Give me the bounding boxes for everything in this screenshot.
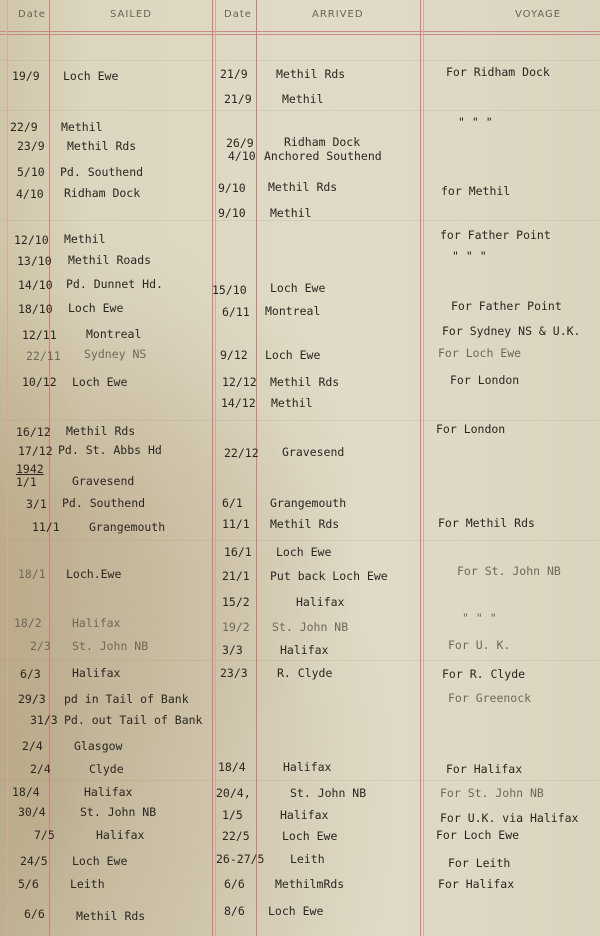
arrived-place: Put back Loch Ewe xyxy=(270,569,388,583)
sailed-place: Methil Rds xyxy=(66,424,136,438)
voyage-text: For Ridham Dock xyxy=(446,65,550,79)
sailed-date: 12/11 xyxy=(22,328,57,342)
column-rule xyxy=(420,0,421,936)
sailed-date: 14/10 xyxy=(18,278,53,292)
arrived-date: 21/9 xyxy=(220,67,248,81)
arrived-place: Halifax xyxy=(296,595,345,609)
column-rule xyxy=(423,0,424,936)
ruled-line xyxy=(0,60,600,61)
arrived-date: 21/9 xyxy=(224,92,252,106)
arrived-place: St. John NB xyxy=(290,786,367,800)
sailed-place: St. John NB xyxy=(80,805,157,819)
sailed-place: Ridham Dock xyxy=(64,186,141,200)
sailed-date: 18/4 xyxy=(12,785,40,799)
column-rule xyxy=(212,0,213,936)
voyage-text: For U.K. via Halifax xyxy=(440,811,579,825)
sailed-date: 13/10 xyxy=(17,254,52,268)
arrived-place: Halifax xyxy=(283,760,332,774)
sailed-date: 6/6 xyxy=(24,907,45,921)
voyage-text: For Leith xyxy=(448,856,511,870)
sailed-place: Loch.Ewe xyxy=(66,567,122,581)
ruled-line xyxy=(0,110,600,111)
voyage-text: For Sydney NS & U.K. xyxy=(442,324,581,338)
sailed-date: 22/11 xyxy=(26,349,61,363)
arrived-place: Ridham Dock xyxy=(284,135,361,149)
header-sailed: SAILED xyxy=(110,9,152,20)
sailed-date: 7/5 xyxy=(34,828,55,842)
arrived-place: Methil Rds xyxy=(270,517,340,531)
voyage-text: For Loch Ewe xyxy=(436,828,520,842)
voyage-text: For U. K. xyxy=(448,638,511,652)
ruled-line xyxy=(0,540,600,541)
voyage-text: " " " xyxy=(462,611,497,625)
sailed-place: Loch Ewe xyxy=(72,375,128,389)
sailed-date: 5/6 xyxy=(18,877,39,891)
arrived-date: 15/2 xyxy=(222,595,250,609)
sailed-date: 11/1 xyxy=(32,520,60,534)
arrived-place: Grangemouth xyxy=(270,496,347,510)
arrived-date: 26-27/5 xyxy=(216,852,265,866)
sailed-date: 19/9 xyxy=(12,69,40,83)
header-voyage: VOYAGE xyxy=(515,9,562,20)
table-header xyxy=(0,0,600,34)
ruled-line xyxy=(0,660,600,661)
sailed-date: 2/3 xyxy=(30,639,51,653)
sailed-place: Loch Ewe xyxy=(72,854,128,868)
arrived-date: 16/1 xyxy=(224,545,252,559)
voyage-text: For London xyxy=(450,373,520,387)
arrived-place: MethilmRds xyxy=(275,877,345,891)
arrived-date: 14/12 xyxy=(221,396,256,410)
column-rule xyxy=(256,0,257,936)
arrived-place: Methil xyxy=(271,396,313,410)
voyage-text: For Father Point xyxy=(451,299,562,313)
sailed-place: Loch Ewe xyxy=(63,69,119,83)
arrived-date: 3/3 xyxy=(222,643,243,657)
sailed-date: 31/3 xyxy=(30,713,58,727)
arrived-place: Methil Rds xyxy=(276,67,346,81)
sailed-place: Halifax xyxy=(96,828,145,842)
voyage-text: For St. John NB xyxy=(440,786,544,800)
sailed-place: Glasgow xyxy=(74,739,123,753)
arrived-date: 19/2 xyxy=(222,620,250,634)
header-rule xyxy=(0,31,600,32)
arrived-date: 9/12 xyxy=(220,348,248,362)
sailed-date: 18/2 xyxy=(14,616,42,630)
arrived-place: Gravesend xyxy=(282,445,345,459)
sailed-place: Loch Ewe xyxy=(68,301,124,315)
arrived-date: 4/10 xyxy=(228,149,256,163)
sailed-place: Gravesend xyxy=(72,474,135,488)
voyage-text: For Halifax xyxy=(446,762,523,776)
sailed-place: Pd. Southend xyxy=(62,496,146,510)
arrived-place: Anchored Southend xyxy=(264,149,382,163)
sailed-place: Methil Roads xyxy=(68,253,152,267)
voyage-text: For St. John NB xyxy=(457,564,561,578)
sailed-date: 18/1 xyxy=(18,567,46,581)
arrived-date: 20/4, xyxy=(216,786,251,800)
arrived-place: Loch Ewe xyxy=(270,281,326,295)
arrived-date: 9/10 xyxy=(218,181,246,195)
arrived-place: Methil xyxy=(270,206,312,220)
sailed-date: 18/10 xyxy=(18,302,53,316)
header-date-sailed: Date xyxy=(18,9,46,20)
voyage-text: For Greenock xyxy=(448,691,532,705)
sailed-date: 22/9 xyxy=(10,120,38,134)
arrived-date: 21/1 xyxy=(222,569,250,583)
arrived-date: 18/4 xyxy=(218,760,246,774)
arrived-date: 22/5 xyxy=(222,829,250,843)
sailed-date: 2/4 xyxy=(22,739,43,753)
sailed-place: Pd. Southend xyxy=(60,165,144,179)
arrived-place: Loch Ewe xyxy=(282,829,338,843)
voyage-text: For Loch Ewe xyxy=(438,346,522,360)
voyage-text: for Methil xyxy=(441,184,511,198)
sailed-place: Halifax xyxy=(72,666,121,680)
arrived-place: Halifax xyxy=(280,808,329,822)
arrived-place: Loch Ewe xyxy=(276,545,332,559)
voyage-text: " " " xyxy=(452,249,487,263)
arrived-date: 8/6 xyxy=(224,904,245,918)
ruled-line xyxy=(0,420,600,421)
arrived-place: R. Clyde xyxy=(277,666,333,680)
sailed-place: Pd. out Tail of Bank xyxy=(64,713,203,727)
sailed-date: 30/4 xyxy=(18,805,46,819)
sailed-date: 12/10 xyxy=(14,233,49,247)
arrived-place: Methil Rds xyxy=(270,375,340,389)
sailed-place: Leith xyxy=(70,877,105,891)
arrived-date: 6/6 xyxy=(224,877,245,891)
sailed-place: Grangemouth xyxy=(89,520,166,534)
sailed-date: 5/10 xyxy=(17,165,45,179)
sailed-date: 3/1 xyxy=(26,497,47,511)
voyage-text: For R. Clyde xyxy=(442,667,526,681)
arrived-date: 6/11 xyxy=(222,305,250,319)
arrived-date: 12/12 xyxy=(222,375,257,389)
arrived-place: Leith xyxy=(290,852,325,866)
arrived-date: 15/10 xyxy=(212,283,247,297)
column-rule xyxy=(49,0,50,936)
arrived-date: 9/10 xyxy=(218,206,246,220)
sailed-place: Methil xyxy=(61,120,103,134)
sailed-place: Methil Rds xyxy=(67,139,137,153)
sailed-place: pd in Tail of Bank xyxy=(64,692,189,706)
sailed-place: Pd. St. Abbs Hd xyxy=(58,443,162,457)
header-date-arrived: Date xyxy=(224,9,252,20)
sailed-place: Clyde xyxy=(89,762,124,776)
sailed-place: Halifax xyxy=(72,616,121,630)
sailed-place: Methil xyxy=(64,232,106,246)
sailed-date: 10/12 xyxy=(22,375,57,389)
ruled-line xyxy=(0,220,600,221)
arrived-date: 1/5 xyxy=(222,808,243,822)
sailed-date: 1/1 xyxy=(16,475,37,489)
sailed-date: 17/12 xyxy=(18,444,53,458)
year-heading: 1942 xyxy=(16,462,44,476)
arrived-date: 6/1 xyxy=(222,496,243,510)
sailed-place: Pd. Dunnet Hd. xyxy=(66,277,163,291)
column-rule xyxy=(7,0,8,936)
sailed-date: 23/9 xyxy=(17,139,45,153)
ruled-line xyxy=(0,780,600,781)
voyage-text: for Father Point xyxy=(440,228,551,242)
sailed-date: 6/3 xyxy=(20,667,41,681)
arrived-date: 22/12 xyxy=(224,446,259,460)
sailed-place: Halifax xyxy=(84,785,133,799)
voyage-text: For Halifax xyxy=(438,877,515,891)
sailed-date: 16/12 xyxy=(16,425,51,439)
sailed-date: 4/10 xyxy=(16,187,44,201)
arrived-place: Methil xyxy=(282,92,324,106)
sailed-date: 2/4 xyxy=(30,762,51,776)
arrived-date: 26/9 xyxy=(226,136,254,150)
sailed-place: St. John NB xyxy=(72,639,149,653)
header-arrived: ARRIVED xyxy=(312,9,364,20)
arrived-place: Loch Ewe xyxy=(265,348,321,362)
arrived-place: Montreal xyxy=(265,304,321,318)
sailed-place: Montreal xyxy=(86,327,142,341)
arrived-place: Loch Ewe xyxy=(268,904,324,918)
arrived-date: 23/3 xyxy=(220,666,248,680)
voyage-text: " " " xyxy=(458,115,493,129)
arrived-place: Halifax xyxy=(280,643,329,657)
voyage-text: For London xyxy=(436,422,506,436)
voyage-text: For Methil Rds xyxy=(438,516,535,530)
header-rule-double xyxy=(0,34,600,35)
sailed-date: 24/5 xyxy=(20,854,48,868)
sailed-date: 29/3 xyxy=(18,692,46,706)
arrived-place: St. John NB xyxy=(272,620,349,634)
sailed-place: Sydney NS xyxy=(84,347,147,361)
arrived-place: Methil Rds xyxy=(268,180,338,194)
arrived-date: 11/1 xyxy=(222,517,250,531)
sailed-place: Methil Rds xyxy=(76,909,146,923)
